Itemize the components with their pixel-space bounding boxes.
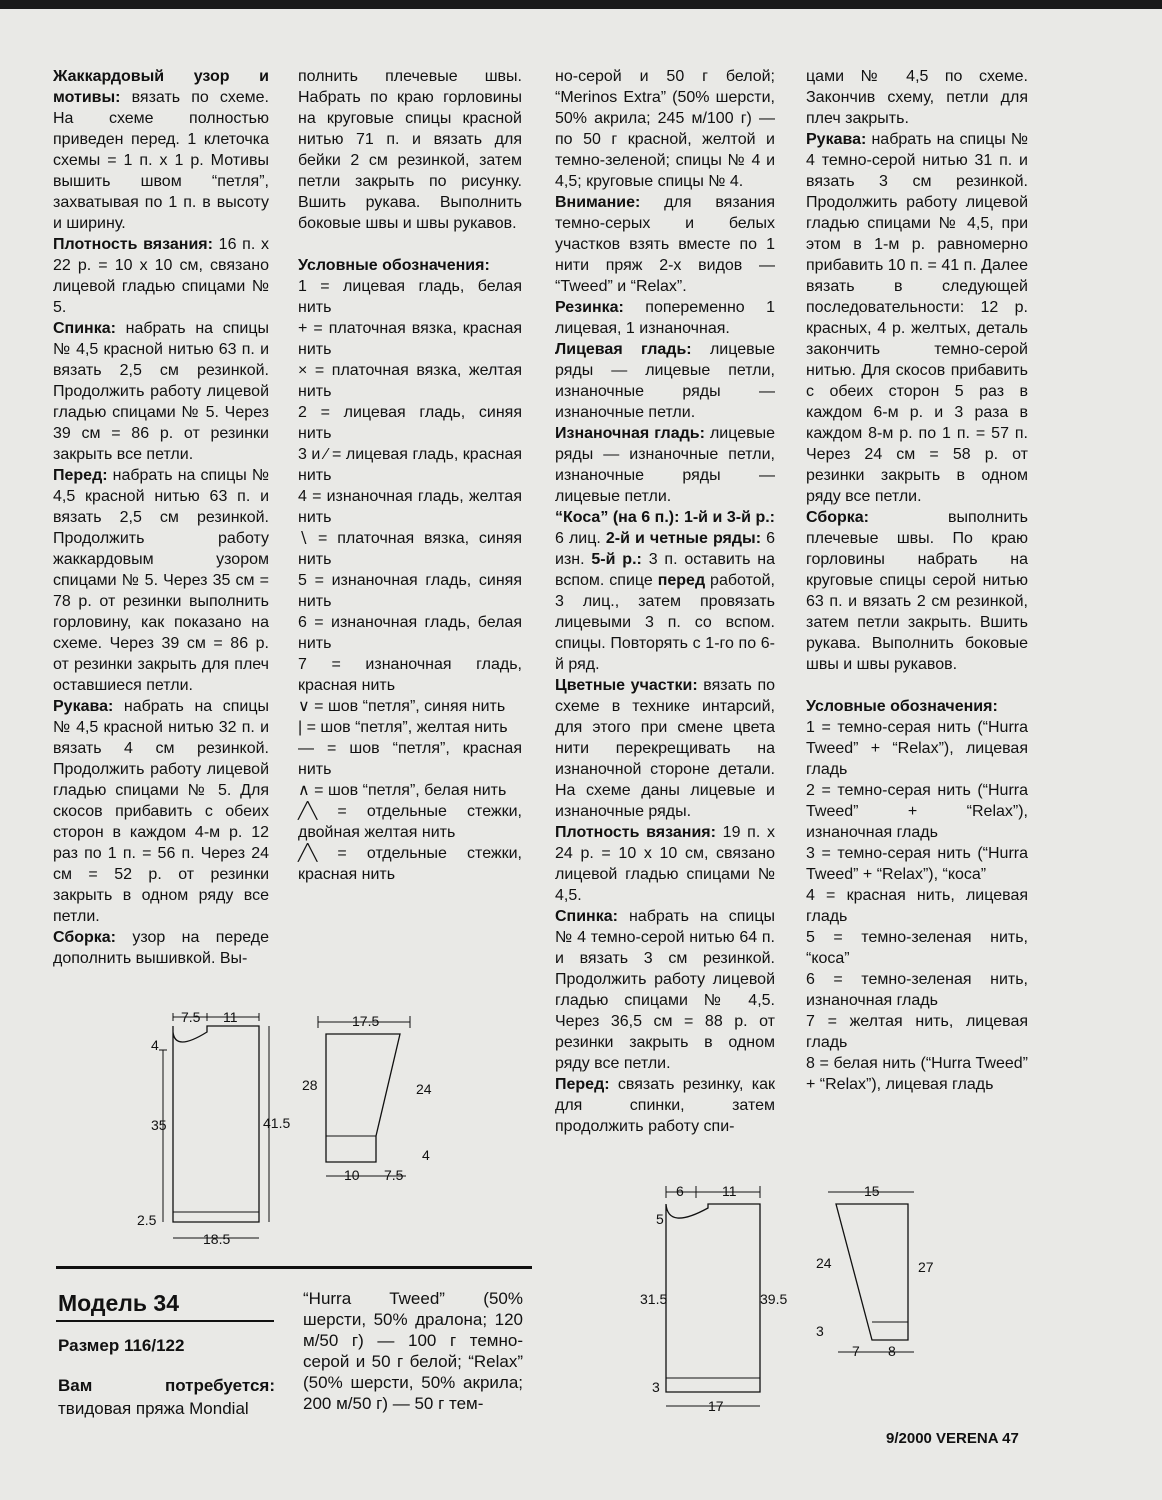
section-divider — [56, 1266, 532, 1269]
bold-heading: Перед: — [53, 467, 108, 484]
paragraph — [298, 486, 522, 528]
dim-text: 18.5 — [203, 1231, 231, 1247]
dim-text: 4 — [151, 1037, 159, 1053]
body-text: 6 = темно-зеленая нить, изнаночная гладь — [806, 971, 1028, 1009]
paragraph — [298, 360, 522, 402]
body-text: 2 = темно-серая нить (“Hurra Tweed” + “Relax”), изнаночная гладь — [806, 782, 1028, 841]
paragraph — [53, 66, 269, 234]
page-footer: 9/2000 VERENA 47 — [886, 1430, 1019, 1447]
bold-heading: 2-й и четные ряды: — [605, 530, 762, 547]
paragraph — [53, 318, 269, 465]
body-text: набрать на спицы № 4 темно-серой нитью 31 п. и вязать 3 см резинкой. Продолжить работу лицевой гладью спицами № 4,5, при этом в 1-м р. равномерно прибавить 10 п. = 41 п. Далее вязать в следующей последовательности: 12 р. красных, 4 р. желтых, деталь закончить темно-серой нитью. Для скосов прибавить с обеих сторон 5 раз в каждом 6-м р. и 3 раза в каждом 8-м р. по 1 п. = 57 п. Через 24 см = 58 р. от резинки закрыть в одном ряду все петли. — [806, 131, 1028, 505]
paragraph — [806, 969, 1028, 1011]
body-text: вязать по схеме. На схеме полностью приведен перед. 1 клеточка схемы = 1 п. х 1 р. Мотивы вышить швом “петля”, захватывая по 1 п. в высоту и ширину. — [53, 89, 269, 232]
body-text: полнить плечевые швы. Набрать по краю горловины на круговые спицы красной нитью 71 п. и вязать для бейки 2 см резинкой, затем петли закрыть по рисунку. Вшить рукава. Выполнить боковые швы и швы рукавов. — [298, 68, 522, 232]
dim-text: 11 — [722, 1183, 737, 1199]
dim-text: 7.5 — [181, 1010, 201, 1025]
bold-heading: Цветные участки: — [555, 677, 698, 694]
paragraph — [298, 318, 522, 360]
paragraph — [806, 843, 1028, 885]
paragraph — [298, 843, 522, 885]
dim-text: 39.5 — [760, 1291, 788, 1307]
paragraph — [298, 654, 522, 696]
paragraph — [806, 780, 1028, 843]
body-text: ╱╲ = отдельные стежки, красная нить — [298, 845, 522, 883]
paragraph — [806, 717, 1028, 780]
dim-text: 28 — [302, 1077, 318, 1093]
bold-heading: Внимание: — [555, 194, 641, 211]
bold-heading: Вам потребуется: — [58, 1376, 275, 1395]
bold-heading: Сборка: — [53, 929, 117, 946]
paragraph — [555, 423, 775, 507]
paragraph — [298, 444, 522, 486]
title-underline — [56, 1320, 274, 1322]
paragraph — [555, 906, 775, 1074]
dim-text: 27 — [918, 1259, 934, 1275]
body-text: 5 = изнаночная гладь, синяя нить — [298, 572, 522, 610]
paragraph — [298, 738, 522, 780]
paragraph — [298, 255, 522, 276]
body-text: 6 = изнаночная гладь, белая нить — [298, 614, 522, 652]
body-text: цами № 4,5 по схеме. Закончив схему, петли для плеч закрыть. — [806, 68, 1028, 127]
body-text: набрать на спицы № 4,5 красной нитью 63 п. и вязать 2,5 см резинкой. Продолжить работу жаккардовым узором спицами № 5. Через 35 см = 78 р. от резинки выполнить горловину, как показано на схеме. Через 39 см = 86 р. от резинки закрыть для плеч оставшиеся петли. — [53, 467, 269, 694]
body-text: ∨ = шов “петля”, синяя нить — [298, 698, 506, 715]
dim-text: 17 — [708, 1398, 724, 1414]
dim-text: 6 — [676, 1183, 684, 1199]
body-text: 2 = лицевая гладь, синяя нить — [298, 404, 522, 442]
model-title: Модель 34 — [58, 1290, 180, 1316]
dim-text: 31.5 — [640, 1291, 668, 1307]
body-text: твидовая пряжа Mondial — [58, 1399, 249, 1418]
dim-text: 4 — [422, 1147, 430, 1163]
paragraph — [555, 192, 775, 297]
body-text: связать резинку, как для спинки, затем продолжить работу спи- — [555, 1076, 775, 1135]
bold-heading: Рукава: — [806, 131, 867, 148]
bold-heading: Лицевая гладь: — [555, 341, 692, 358]
bold-heading: Спинка: — [555, 908, 618, 925]
paragraph — [298, 801, 522, 843]
body-text: 5 = темно-зеленая нить, “коса” — [806, 929, 1028, 967]
body-text: для вязания темно-серых и белых участков взять вместе по 1 нити пряж 2-х видов — “Tweed” и “Relax”. — [555, 194, 775, 295]
body-text: 7 = желтая нить, лицевая гладь — [806, 1013, 1028, 1051]
dim-text: 24 — [416, 1081, 432, 1097]
paragraph — [555, 1074, 775, 1137]
paragraph — [298, 696, 522, 717]
body-text: | = шов “петля”, желтая нить — [298, 719, 508, 736]
paragraph — [555, 339, 775, 423]
paragraph — [53, 234, 269, 318]
body-text: 6 лиц. — [555, 530, 606, 547]
body-text: 3 = темно-серая нить (“Hurra Tweed” + “Relax”), “коса” — [806, 845, 1028, 883]
bold-heading: Условные обозначения: — [298, 257, 490, 274]
dim-text: 7.5 — [384, 1167, 404, 1183]
paragraph — [58, 1374, 275, 1420]
body-text: ╱╲ = отдельные стежки, двойная желтая нить — [298, 803, 522, 841]
body-text: 6 изн. — [555, 530, 775, 568]
body-text: 8 = белая нить (“Hurra Tweed” + “Relax”), лицевая гладь — [806, 1055, 1028, 1093]
body-text: лицевые ряды — лицевые петли, изнаночные ряды — изнаночные петли. — [555, 341, 775, 421]
body-text: 1 = лицевая гладь, белая нить — [298, 278, 522, 316]
sleeve-schematic-2 — [808, 1180, 958, 1360]
body-text: вязать по схеме в технике интарсий, для этого при смене цвета нити перекрещивать на изнаночной стороне детали. На схеме даны лицевые и изнаночные ряды. — [555, 677, 775, 820]
dim-text: 41.5 — [263, 1115, 291, 1131]
paragraph — [53, 696, 269, 927]
bold-heading: Рукава: — [53, 698, 114, 715]
text-column-4 — [806, 66, 1028, 1095]
paragraph — [298, 528, 522, 570]
bold-heading: Условные обозначения: — [806, 698, 998, 715]
paragraph — [806, 927, 1028, 969]
dim-text: 24 — [816, 1255, 832, 1271]
top-border — [0, 0, 1162, 9]
body-text: работой, 3 лиц., затем провязать лицевыми 3 п. со вспом. спицы. Повторять с 1-го по 6-й ряд. — [555, 572, 775, 673]
body-schematic-1 — [135, 1010, 295, 1250]
body-text: ∧ = шов “петля”, белая нить — [298, 782, 507, 799]
body-text: лицевые ряды — изнаночные петли, изнаночные ряды — лицевые петли. — [555, 425, 775, 505]
text-column-1 — [53, 66, 269, 969]
paragraph — [555, 297, 775, 339]
paragraph — [555, 507, 775, 675]
dim-text: 35 — [151, 1117, 167, 1133]
sleeve-schematic-1 — [298, 1010, 448, 1190]
dim-text: 15 — [864, 1183, 880, 1199]
paragraph — [298, 717, 522, 738]
bold-heading: Жаккардовый узор и мотивы: — [53, 68, 269, 106]
body-text: 3 п. оставить на вспом. спице — [555, 551, 776, 589]
bold-heading: Резинка: — [555, 299, 624, 316]
body-text: но-серой и 50 г белой; “Merinos Extra” (50% шерсти, 50% акрила; 245 м/100 г) — по 50 г красной, желтой и темно-зеленой; спицы № 4 и 4,5; круговые спицы № 4. — [555, 68, 775, 190]
paragraph — [298, 780, 522, 801]
paragraph — [806, 1053, 1028, 1095]
paragraph — [806, 696, 1028, 717]
text-column-2 — [298, 66, 522, 885]
dim-text: 3 — [816, 1323, 824, 1339]
body-text: ∖ = платочная вязка, синяя нить — [298, 530, 522, 568]
size-label: Размер 116/122 — [58, 1336, 185, 1355]
body-text: набрать на спицы № 4,5 красной нитью 63 п. и вязать 2,5 см резинкой. Продолжить работу лицевой гладью спицами № 5. Через 39 см = 86 р. от резинки закрыть все петли. — [53, 320, 269, 463]
body-text: набрать на спицы № 4,5 красной нитью 32 п. и вязать 4 см резинкой. Продолжить работу лицевой гладью спицами № 5. Для скосов прибавить с обеих сторон в каждом 4-м р. 12 раз по 1 п. = 56 п. Через 24 см = 52 р. от резинки закрыть в одном ряду все петли. — [53, 698, 269, 925]
bold-heading: “Коса” (на 6 п.): 1-й и 3-й р.: — [555, 509, 775, 526]
body-text: попеременно 1 лицевая, 1 изнаночная. — [555, 299, 775, 337]
body-text: × = платочная вязка, желтая нить — [298, 362, 522, 400]
dim-text: 8 — [888, 1343, 896, 1359]
body-text: 16 п. х 22 р. = 10 х 10 см, связано лицевой гладью спицами № 5. — [53, 236, 270, 316]
dim-text: 5 — [656, 1211, 664, 1227]
body-text: 4 = изнаночная гладь, желтая нить — [298, 488, 522, 526]
paragraph — [298, 612, 522, 654]
body-text: 1 = темно-серая нить (“Hurra Tweed” + “Relax”), лицевая гладь — [806, 719, 1028, 778]
paragraph — [555, 822, 775, 906]
body-text: + = платочная вязка, красная нить — [298, 320, 522, 358]
body-text: выполнить плечевые швы. По краю горловины набрать на круговые спицы серой нитью 63 п. и вязать 2 см резинкой, затем петли закрыть. Вшить рукава. Выполнить боковые швы и швы рукавов. — [806, 509, 1028, 673]
paragraph — [806, 507, 1028, 675]
paragraph — [298, 402, 522, 444]
bold-heading: Изнаночная гладь: — [555, 425, 705, 442]
paragraph — [806, 66, 1028, 129]
bold-heading: Сборка: — [806, 509, 870, 526]
materials-text-2 — [303, 1288, 523, 1414]
body-text: набрать на спицы № 4 темно-серой нитью 64 п. и вязать 3 см резинкой. Продолжить работу лицевой гладью спицами № 4,5. Через 36,5 см = 88 р. от резинки закрыть в одном ряду все петли. — [555, 908, 775, 1072]
dim-text: 7 — [852, 1343, 860, 1359]
paragraph — [53, 927, 269, 969]
body-text: 4 = красная нить, лицевая гладь — [806, 887, 1028, 925]
body-text: 7 = изнаночная гладь, красная нить — [298, 656, 522, 694]
body-text: узор на переде дополнить вышивкой. Вы- — [53, 929, 269, 967]
bold-heading: Перед: — [555, 1076, 610, 1093]
body-schematic-2 — [636, 1180, 806, 1420]
bold-heading: 5-й р.: — [591, 551, 642, 568]
body-text: 3 и ⁄ = лицевая гладь, красная нить — [298, 446, 522, 484]
dim-text: 17.5 — [352, 1013, 380, 1029]
paragraph — [806, 885, 1028, 927]
paragraph — [555, 66, 775, 192]
paragraph — [303, 1288, 523, 1414]
bold-heading: перед — [657, 572, 706, 589]
bold-heading: Плотность вязания: — [53, 236, 213, 253]
dim-text: 11 — [223, 1010, 238, 1025]
body-text: “Hurra Tweed” (50% шерсти, 50% дралона; 120 м/50 г) — 100 г темно-серой и 50 г белой; “Relax” (50% шерсти, 50% акрила; 200 м/50 г) — 50 г тем- — [303, 1289, 523, 1413]
paragraph — [53, 465, 269, 696]
bold-heading: Спинка: — [53, 320, 116, 337]
paragraph — [806, 129, 1028, 507]
bold-heading: Плотность вязания: — [555, 824, 716, 841]
paragraph — [298, 276, 522, 318]
text-column-3 — [555, 66, 775, 1137]
dim-text: 2.5 — [137, 1212, 157, 1228]
dim-text: 10 — [344, 1167, 360, 1183]
body-text: 19 п. х 24 р. = 10 х 10 см, связано лицевой гладью спицами № 4,5. — [555, 824, 776, 904]
paragraph — [298, 66, 522, 234]
paragraph-gap — [806, 675, 1028, 696]
materials-text — [58, 1374, 275, 1420]
paragraph — [298, 570, 522, 612]
paragraph-gap — [298, 234, 522, 255]
paragraph — [806, 1011, 1028, 1053]
paragraph — [555, 675, 775, 822]
body-text: — = шов “петля”, красная нить — [298, 740, 522, 778]
dim-text: 3 — [652, 1379, 660, 1395]
